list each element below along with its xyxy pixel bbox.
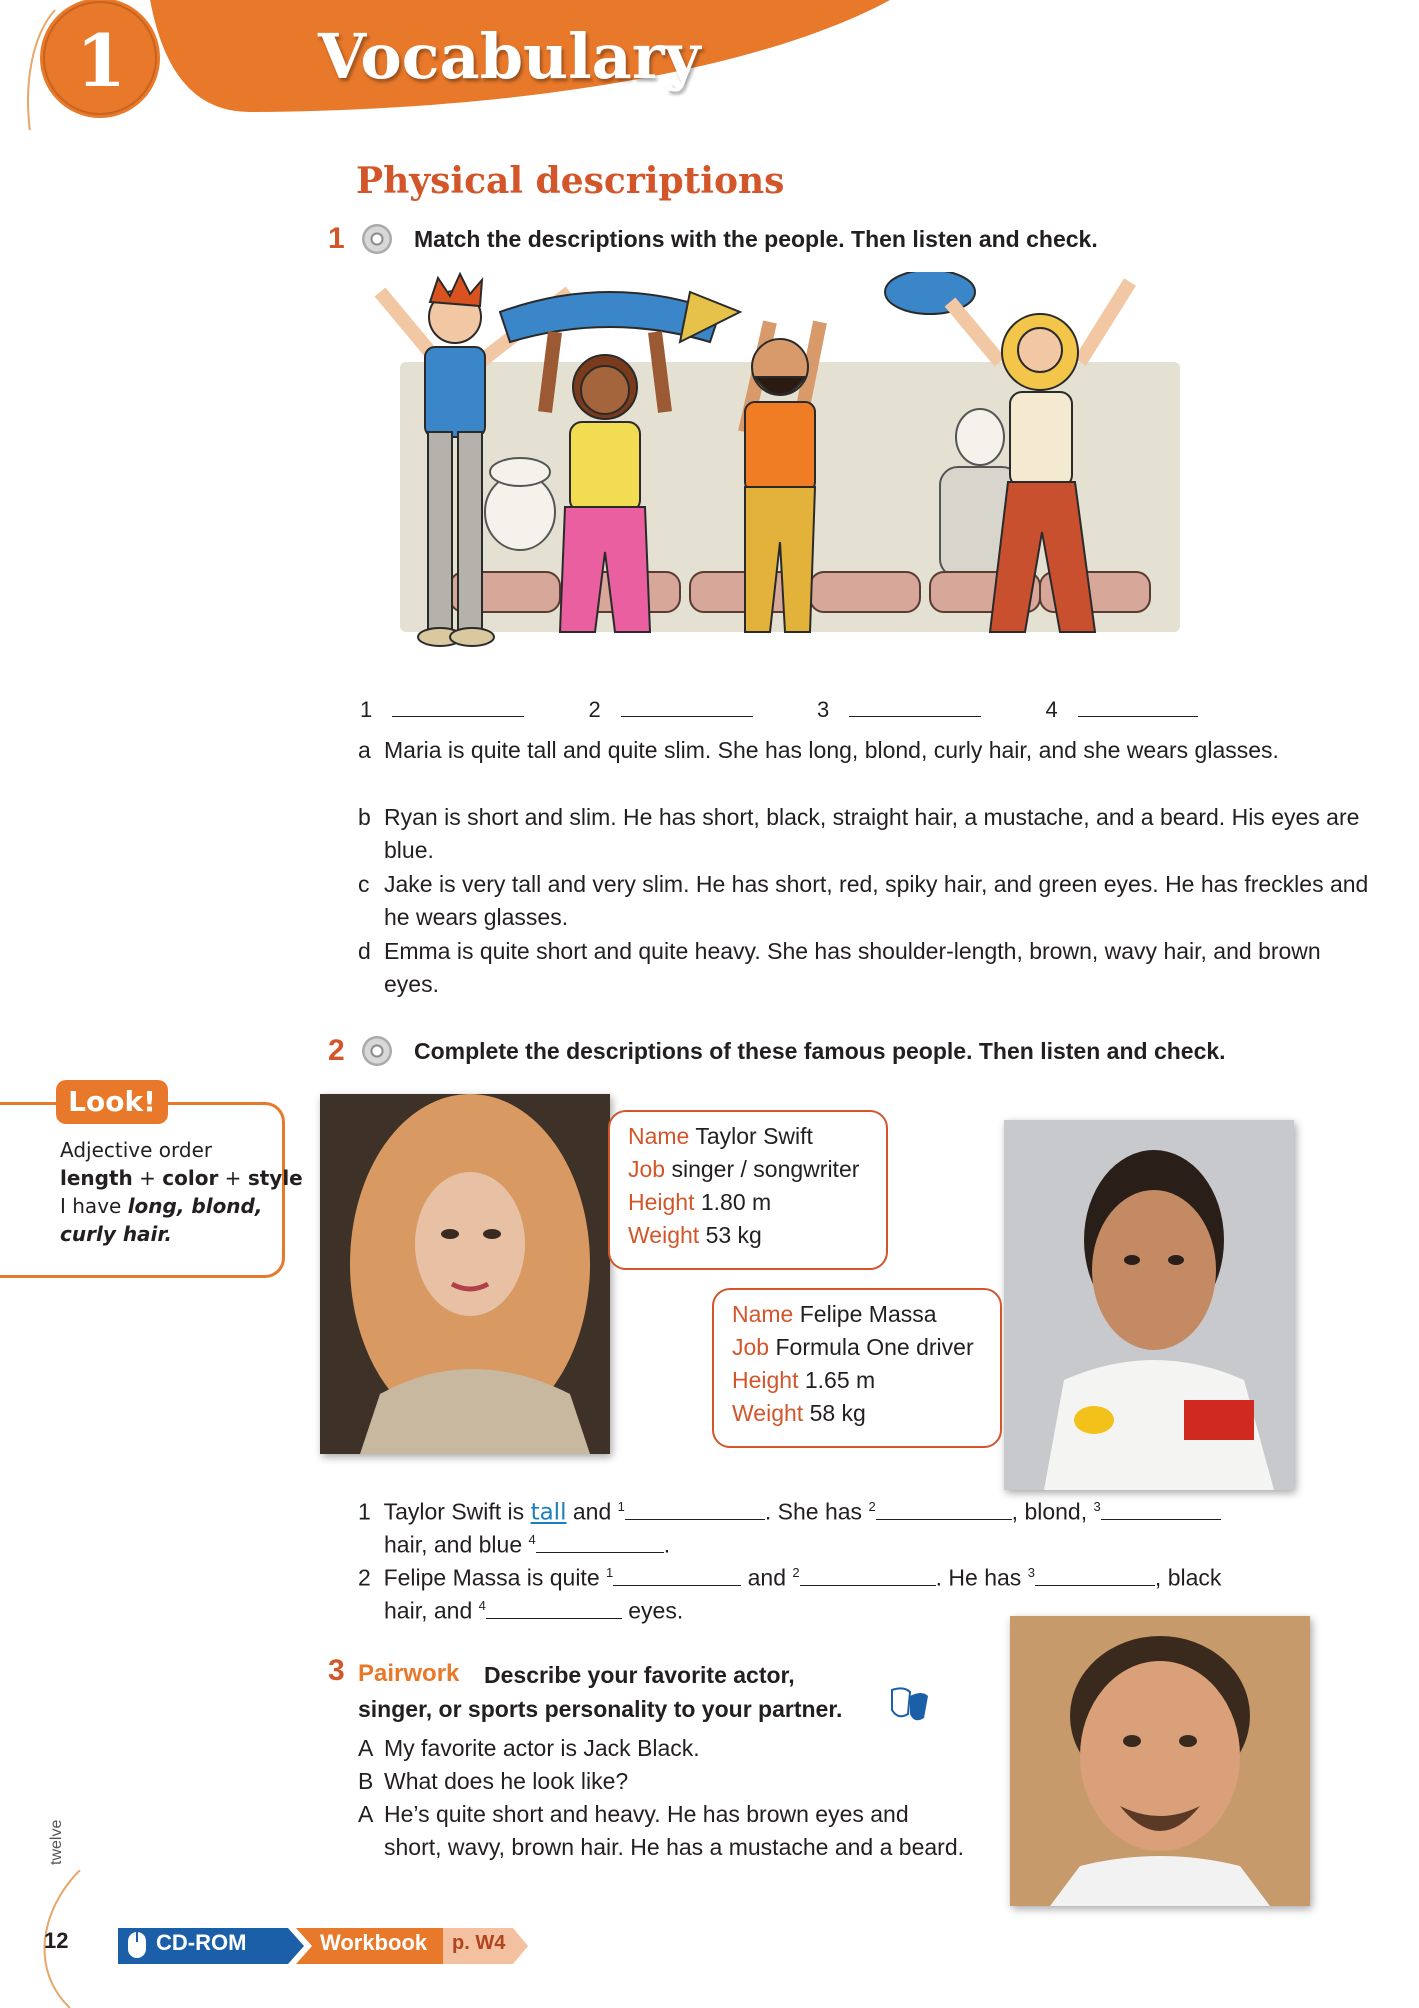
blank-2[interactable]: [621, 696, 753, 717]
felipe-massa-info-card: [712, 1288, 1002, 1448]
section-title: Physical descriptions: [356, 160, 785, 202]
pairwork-label: Pairwork: [358, 1660, 460, 1687]
look-text: [60, 1136, 303, 1248]
audio-cd-icon[interactable]: [362, 1036, 392, 1066]
item-text: Ryan is short and slim. He has short, black, straight hair, a mustache, and a beard. His eyes are blue.: [384, 804, 1360, 863]
unit-number: 1: [75, 18, 127, 103]
felipe-massa-photo: [1004, 1120, 1294, 1490]
page-number: 12: [44, 1928, 69, 1953]
info-weight-row: Weight 53 kg: [628, 1222, 762, 1248]
cdrom-link[interactable]: CD-ROM: [156, 1930, 247, 1955]
fans-illustration: [360, 272, 1180, 672]
blank-2-1[interactable]: [613, 1565, 741, 1586]
page-word: twelve: [48, 1819, 65, 1865]
sentence-2: 2 Felipe Massa is quite $^1$ and $^2$ . He has $^3$ , black: [358, 1564, 1222, 1591]
exercise-3-instruction-1: Describe your favorite actor,: [484, 1662, 795, 1688]
audio-cd-icon[interactable]: [362, 224, 392, 254]
item-text: Maria is quite tall and quite slim. She has long, blond, curly hair, and she wears glasses.: [384, 737, 1279, 763]
blank-1-1[interactable]: [625, 1499, 765, 1520]
workbook-page: p. W4: [452, 1932, 506, 1954]
blank-1-4[interactable]: [536, 1532, 664, 1553]
sentence-2-cont: hair, and $^4$ eyes.: [384, 1597, 684, 1624]
mouse-icon: [126, 1930, 148, 1960]
info-name-row: Name Taylor Swift: [628, 1123, 813, 1149]
blank-3[interactable]: [849, 696, 981, 717]
answer-blanks: [360, 696, 1198, 723]
look-line-3: I have long, blond,: [60, 1194, 263, 1218]
exercise-2-instruction: Complete the descriptions of these famous people. Then listen and check.: [414, 1038, 1226, 1064]
look-line-2: length + color + style: [60, 1166, 303, 1190]
exercise-1-instruction: Match the descriptions with the people. Then listen and check.: [414, 226, 1098, 252]
example-answer: tall: [530, 1499, 567, 1526]
item-text: Emma is quite short and quite heavy. She has shoulder-length, brown, wavy hair, and brown eyes.: [384, 938, 1321, 997]
workbook-link[interactable]: Workbook: [320, 1930, 428, 1955]
jack-black-photo: [1010, 1616, 1310, 1906]
sentence-1-cont: hair, and blue $^4$ .: [384, 1531, 671, 1558]
item-label: b: [358, 804, 371, 830]
blank-number-4: 4: [1045, 697, 1058, 722]
item-label: a: [358, 737, 371, 763]
sentence-1: 1 Taylor Swift is tall and $^1$ . She has $^2$ , blond, $^3$: [358, 1490, 1258, 1530]
info-height-row: Height 1.65 m: [732, 1367, 876, 1393]
blank-2-2[interactable]: [800, 1565, 936, 1586]
blank-2-3[interactable]: [1035, 1565, 1155, 1586]
look-line-1: Adjective order: [60, 1138, 213, 1162]
item-text: Jake is very tall and very slim. He has short, red, spiky hair, and green eyes. He has freckles and he wears glasses.: [384, 871, 1369, 930]
exercise-2-number: 2: [328, 1034, 345, 1067]
blank-1[interactable]: [392, 696, 524, 717]
look-tab: Look!: [56, 1080, 168, 1124]
taylor-swift-photo: [320, 1094, 610, 1454]
blank-1-2[interactable]: [876, 1499, 1012, 1520]
page-title: Vocabulary: [318, 20, 701, 93]
look-line-4: curly hair.: [60, 1222, 173, 1246]
info-height-row: Height 1.80 m: [628, 1189, 772, 1215]
exercise-1-number: 1: [328, 222, 345, 255]
item-label: d: [358, 938, 371, 964]
info-weight-row: Weight 58 kg: [732, 1400, 866, 1426]
masks-icon: [888, 1686, 932, 1726]
blank-number-3: 3: [817, 697, 830, 722]
info-job-row: Job singer / songwriter: [628, 1156, 860, 1182]
blank-2-4[interactable]: [486, 1598, 622, 1619]
info-name-row: Name Felipe Massa: [732, 1301, 937, 1327]
blank-number-1: 1: [360, 697, 373, 722]
info-job-row: Job Formula One driver: [732, 1334, 974, 1360]
blank-number-2: 2: [588, 697, 601, 722]
item-label: c: [358, 871, 370, 897]
header-banner: [0, 0, 1419, 130]
blank-4[interactable]: [1078, 696, 1198, 717]
blank-1-3[interactable]: [1101, 1499, 1221, 1520]
exercise-3-instruction-2: singer, or sports personality to your partner.: [358, 1696, 843, 1722]
exercise-3-number: 3: [328, 1654, 345, 1687]
taylor-swift-info-card: [608, 1110, 888, 1270]
